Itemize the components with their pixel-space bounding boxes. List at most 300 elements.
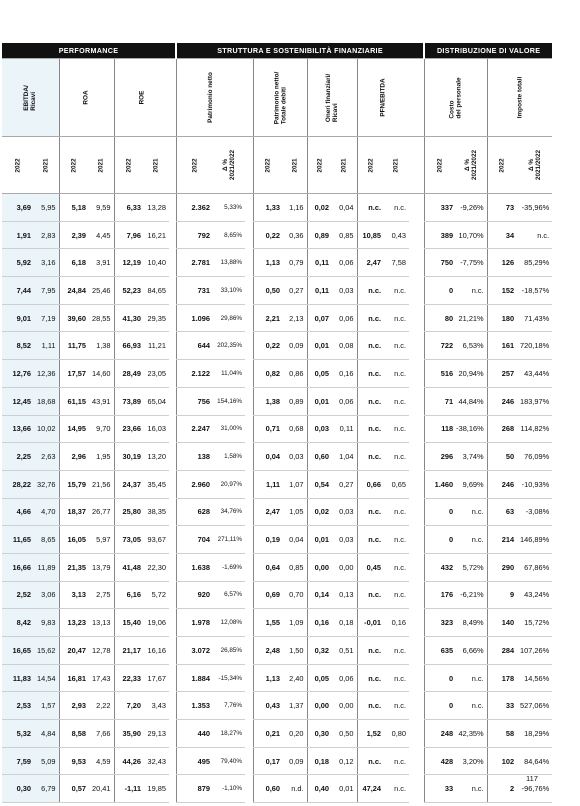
table-cell: 2,83 [34, 221, 59, 249]
year-2021: 2021 [384, 137, 409, 194]
spacer [245, 609, 253, 637]
spacer [409, 59, 424, 137]
table-cell: 20,94% [456, 360, 487, 388]
spacer [409, 137, 424, 194]
table-cell: 14,56% [517, 664, 552, 692]
table-cell: 5,95 [34, 194, 59, 222]
spacer [245, 360, 253, 388]
table-cell: 0,00 [307, 692, 332, 720]
table-row [2, 664, 552, 692]
table-row [2, 415, 552, 443]
table-cell: 1,13 [253, 664, 283, 692]
year-2022: 2022 [176, 137, 213, 194]
table-cell: 7,58 [384, 249, 409, 277]
table-cell: n.c. [384, 747, 409, 775]
table-cell: 0,06 [332, 249, 357, 277]
table-cell: 0,03 [283, 443, 307, 471]
table-cell: 12,76 [2, 360, 34, 388]
table-cell: -0,01 [357, 609, 384, 637]
table-cell: 0,30 [307, 720, 332, 748]
table-cell: 440 [176, 720, 213, 748]
table-cell: 102 [487, 747, 517, 775]
table-cell: 3,74% [456, 443, 487, 471]
table-cell: 7,76% [213, 692, 245, 720]
table-cell: n.c. [384, 415, 409, 443]
spacer [169, 304, 176, 332]
table-cell: 9,69% [456, 470, 487, 498]
table-cell: 84,64% [517, 747, 552, 775]
table-cell: 28,49 [114, 360, 144, 388]
table-cell: 1,11 [34, 332, 59, 360]
table-cell: 0,11 [307, 277, 332, 305]
table-cell: -7,75% [456, 249, 487, 277]
table-cell: 1,11 [253, 470, 283, 498]
table-cell: 71,43% [517, 304, 552, 332]
year-2021: 2021 [89, 137, 114, 194]
spacer [245, 137, 253, 194]
table-cell: 0,04 [283, 526, 307, 554]
table-cell: 32,76 [34, 470, 59, 498]
table-cell: 271,11% [213, 526, 245, 554]
table-cell: 126 [487, 249, 517, 277]
table-cell: 7,96 [114, 221, 144, 249]
spacer [169, 137, 176, 194]
table-cell: 1.884 [176, 664, 213, 692]
table-cell: 0,00 [307, 553, 332, 581]
table-cell: 23,66 [114, 415, 144, 443]
table-cell: 0,89 [283, 387, 307, 415]
table-cell: 202,35% [213, 332, 245, 360]
table-row [2, 332, 552, 360]
table-cell: 0,02 [307, 498, 332, 526]
spacer [169, 387, 176, 415]
table-cell: 1,55 [253, 609, 283, 637]
table-cell: 2.781 [176, 249, 213, 277]
table-cell: 0,80 [384, 720, 409, 748]
table-cell: 1,52 [357, 720, 384, 748]
table-cell: 1,50 [283, 637, 307, 665]
spacer [245, 498, 253, 526]
table-cell: 3,16 [34, 249, 59, 277]
table-cell: 257 [487, 360, 517, 388]
table-cell: 152 [487, 277, 517, 305]
table-cell: 16,16 [144, 637, 169, 665]
table-cell: 4,84 [34, 720, 59, 748]
header-imposte-totali: Imposte totali [487, 59, 552, 137]
spacer [245, 387, 253, 415]
table-cell: 0,54 [307, 470, 332, 498]
table-cell: 35,90 [114, 720, 144, 748]
table-cell: 76,09% [517, 443, 552, 471]
table-cell: 30,19 [114, 443, 144, 471]
spacer [409, 332, 424, 360]
spacer [245, 692, 253, 720]
table-cell: n.c. [357, 637, 384, 665]
table-cell: 7,20 [114, 692, 144, 720]
table-cell: 0,01 [332, 775, 357, 803]
table-cell: 14,95 [59, 415, 89, 443]
table-cell: 28,55 [89, 304, 114, 332]
page-number: 117 [526, 774, 538, 783]
table-cell: 29,13 [144, 720, 169, 748]
spacer [169, 581, 176, 609]
table-cell: 22,30 [144, 553, 169, 581]
spacer [245, 194, 253, 222]
table-cell: n.c. [357, 194, 384, 222]
table-cell: -18,57% [517, 277, 552, 305]
table-cell: -38,16% [456, 415, 487, 443]
table-cell: 0,11 [332, 415, 357, 443]
table-cell: 6,18 [59, 249, 89, 277]
spacer [245, 775, 253, 803]
table-cell: -1,10% [213, 775, 245, 803]
table-cell: 176 [424, 581, 456, 609]
table-cell: 0,04 [253, 443, 283, 471]
table-cell: n.c. [384, 194, 409, 222]
table-cell: 2,47 [357, 249, 384, 277]
table-cell: 7,95 [34, 277, 59, 305]
table-row [2, 553, 552, 581]
section-header-row [2, 43, 552, 59]
year-2022: 2022 [487, 137, 517, 194]
table-cell: 0,13 [332, 581, 357, 609]
table-cell: 0,60 [253, 775, 283, 803]
table-cell: 16,21 [144, 221, 169, 249]
table-cell: 16,05 [59, 526, 89, 554]
table-cell: 5,72% [456, 553, 487, 581]
table-cell: 0,05 [307, 360, 332, 388]
table-cell: 2.122 [176, 360, 213, 388]
table-cell: 19,06 [144, 609, 169, 637]
table-cell: 0,22 [253, 221, 283, 249]
table-cell: 9,59 [89, 194, 114, 222]
table-cell: 73,89 [114, 387, 144, 415]
table-cell: 114,82% [517, 415, 552, 443]
table-cell: 0,27 [283, 277, 307, 305]
table-cell: 0,00 [332, 692, 357, 720]
year-2021: 2021 [283, 137, 307, 194]
table-row [2, 443, 552, 471]
table-cell: 4,66 [2, 498, 34, 526]
table-cell: 12,19 [114, 249, 144, 277]
delta-pct: Δ % 2021/2022 [517, 137, 552, 194]
table-cell: 21,21% [456, 304, 487, 332]
header-ebitda-ricavi: EBITDA/ Ricavi [2, 59, 59, 137]
table-cell: 31,00% [213, 415, 245, 443]
table-cell: 7,59 [2, 747, 34, 775]
table-cell: 16,81 [59, 664, 89, 692]
table-cell: 722 [424, 332, 456, 360]
table-cell: 38,35 [144, 498, 169, 526]
table-cell: 8,42 [2, 609, 34, 637]
table-cell: 750 [424, 249, 456, 277]
table-cell: 15,72% [517, 609, 552, 637]
table-cell: 180 [487, 304, 517, 332]
spacer [245, 415, 253, 443]
table-cell: 28,22 [2, 470, 34, 498]
table-cell: 80 [424, 304, 456, 332]
table-cell: 15,40 [114, 609, 144, 637]
table-cell: 0 [424, 526, 456, 554]
table-cell: n.c. [384, 775, 409, 803]
table-cell: -6,21% [456, 581, 487, 609]
header-roa: ROA [59, 59, 114, 137]
table-cell: 8,58 [59, 720, 89, 748]
spacer [409, 526, 424, 554]
table-cell: 118 [424, 415, 456, 443]
table-cell: 18,37 [59, 498, 89, 526]
table-cell: 33 [424, 775, 456, 803]
table-cell: 79,40% [213, 747, 245, 775]
header-oneri-ricavi: Oneri finanziari/ Ricavi [307, 59, 357, 137]
table-cell: 0,06 [332, 664, 357, 692]
table-cell: 2,22 [89, 692, 114, 720]
table-cell: 792 [176, 221, 213, 249]
delta-pct: Δ % 2021/2022 [456, 137, 487, 194]
table-cell: 9,83 [34, 609, 59, 637]
table-cell: 246 [487, 387, 517, 415]
table-cell: 731 [176, 277, 213, 305]
table-cell: 140 [487, 609, 517, 637]
table-cell: 26,77 [89, 498, 114, 526]
table-row [2, 692, 552, 720]
section-distribuzione: DISTRIBUZIONE DI VALORE [424, 43, 552, 59]
spacer [245, 581, 253, 609]
table-cell: 1.353 [176, 692, 213, 720]
spacer [245, 747, 253, 775]
table-cell: 527,06% [517, 692, 552, 720]
table-cell: n.c. [357, 360, 384, 388]
table-cell: 0,01 [307, 387, 332, 415]
spacer [245, 526, 253, 554]
table-cell: 0,17 [253, 747, 283, 775]
table-cell: 0,64 [253, 553, 283, 581]
table-cell: 0,16 [332, 360, 357, 388]
table-body [2, 194, 552, 803]
table-cell: n.c. [384, 692, 409, 720]
table-cell: 495 [176, 747, 213, 775]
table-cell: 0,51 [332, 637, 357, 665]
table-cell: 16,65 [2, 637, 34, 665]
table-cell: 635 [424, 637, 456, 665]
section-struttura: STRUTTURA E SOSTENIBILITÀ FINANZIARIE [176, 43, 424, 59]
table-cell: 0,01 [307, 526, 332, 554]
table-cell: 3,91 [89, 249, 114, 277]
table-cell: 0,06 [332, 304, 357, 332]
table-cell: 0,20 [283, 720, 307, 748]
spacer [245, 720, 253, 748]
spacer [245, 59, 253, 137]
table-cell: 0,22 [253, 332, 283, 360]
table-cell: 0,03 [332, 498, 357, 526]
table-cell: 6,79 [34, 775, 59, 803]
table-cell: 20,97% [213, 470, 245, 498]
table-cell: 8,49% [456, 609, 487, 637]
table-cell: n.c. [357, 387, 384, 415]
spacer [409, 194, 424, 222]
year-2021: 2021 [34, 137, 59, 194]
table-row [2, 609, 552, 637]
table-cell: 11,75 [59, 332, 89, 360]
table-cell: n.c. [357, 498, 384, 526]
spacer [409, 609, 424, 637]
table-cell: 1,91 [2, 221, 34, 249]
table-cell: 0,86 [283, 360, 307, 388]
table-cell: 2,53 [2, 692, 34, 720]
table-cell: 5,97 [89, 526, 114, 554]
year-2022: 2022 [424, 137, 456, 194]
table-cell: 0,40 [307, 775, 332, 803]
table-cell: 29,86% [213, 304, 245, 332]
year-header-row [2, 137, 552, 194]
table-cell: 63 [487, 498, 517, 526]
table-cell: 2,93 [59, 692, 89, 720]
table-row [2, 304, 552, 332]
table-cell: 0,57 [59, 775, 89, 803]
table-cell: 3,06 [34, 581, 59, 609]
table-cell: 11,65 [2, 526, 34, 554]
table-cell: 4,59 [89, 747, 114, 775]
table-cell: n.c. [456, 526, 487, 554]
table-cell: 2,40 [283, 664, 307, 692]
table-cell: 1,16 [283, 194, 307, 222]
table-cell: 85,29% [517, 249, 552, 277]
table-cell: 8,52 [2, 332, 34, 360]
spacer [169, 553, 176, 581]
year-2022: 2022 [59, 137, 89, 194]
table-cell: 2,96 [59, 443, 89, 471]
table-row [2, 498, 552, 526]
table-cell: 7,19 [34, 304, 59, 332]
table-cell: 6,16 [114, 581, 144, 609]
table-cell: 2,39 [59, 221, 89, 249]
year-2022: 2022 [307, 137, 332, 194]
spacer [245, 553, 253, 581]
table-cell: 12,78 [89, 637, 114, 665]
spacer [169, 775, 176, 803]
table-cell: n.c. [384, 387, 409, 415]
table-cell: 67,86% [517, 553, 552, 581]
table-row [2, 387, 552, 415]
spacer [409, 553, 424, 581]
spacer [169, 332, 176, 360]
spacer [245, 221, 253, 249]
spacer [169, 526, 176, 554]
table-cell: 9 [487, 581, 517, 609]
table-cell: 5,72 [144, 581, 169, 609]
header-pfn-ebitda: PFN/EBITDA [357, 59, 409, 137]
header-costo-personale: Costo del personale [424, 59, 487, 137]
spacer [169, 664, 176, 692]
table-cell: 879 [176, 775, 213, 803]
table-cell: 34,76% [213, 498, 245, 526]
table-cell: 2,63 [34, 443, 59, 471]
table-cell: 0,04 [332, 194, 357, 222]
spacer [245, 332, 253, 360]
table-cell: n.c. [357, 664, 384, 692]
spacer [169, 443, 176, 471]
section-performance: PERFORMANCE [2, 43, 176, 59]
table-cell: n.c. [384, 304, 409, 332]
table-cell: n.c. [456, 692, 487, 720]
table-cell: 25,80 [114, 498, 144, 526]
table-cell: 10,85 [357, 221, 384, 249]
table-row [2, 360, 552, 388]
table-cell: 8,65 [34, 526, 59, 554]
table-cell: 11,83 [2, 664, 34, 692]
spacer [169, 360, 176, 388]
spacer [409, 277, 424, 305]
table-cell: 13,13 [89, 609, 114, 637]
table-cell: 71 [424, 387, 456, 415]
table-cell: 18,68 [34, 387, 59, 415]
table-cell: 44,84% [456, 387, 487, 415]
spacer [409, 720, 424, 748]
spacer [169, 249, 176, 277]
year-2021: 2021 [332, 137, 357, 194]
table-row [2, 194, 552, 222]
table-cell: 25,46 [89, 277, 114, 305]
table-cell: 0,08 [332, 332, 357, 360]
table-cell: 4,70 [34, 498, 59, 526]
table-cell: 17,43 [89, 664, 114, 692]
table-cell: 0,89 [307, 221, 332, 249]
table-cell: 268 [487, 415, 517, 443]
table-cell: 178 [487, 664, 517, 692]
table-cell: 1,38 [89, 332, 114, 360]
table-cell: 146,89% [517, 526, 552, 554]
table-cell: 0 [424, 664, 456, 692]
table-cell: 628 [176, 498, 213, 526]
table-cell: 84,65 [144, 277, 169, 305]
year-2021: 2021 [144, 137, 169, 194]
table-cell: -3,08% [517, 498, 552, 526]
table-cell: 47,24 [357, 775, 384, 803]
table-cell: 5,32 [2, 720, 34, 748]
table-cell: 14,60 [89, 360, 114, 388]
table-cell: 44,26 [114, 747, 144, 775]
table-cell: 0,50 [253, 277, 283, 305]
table-cell: 1,33 [253, 194, 283, 222]
table-cell: 93,67 [144, 526, 169, 554]
table-cell: 3,20% [456, 747, 487, 775]
table-cell: 6,53% [456, 332, 487, 360]
spacer [409, 747, 424, 775]
table-row [2, 747, 552, 775]
table-cell: 0,45 [357, 553, 384, 581]
table-cell: 18,29% [517, 720, 552, 748]
year-2022: 2022 [2, 137, 34, 194]
spacer [245, 277, 253, 305]
table-row [2, 249, 552, 277]
table-cell: 73 [487, 194, 517, 222]
spacer [409, 443, 424, 471]
table-cell: 720,18% [517, 332, 552, 360]
table-cell: 3,43 [144, 692, 169, 720]
table-cell: 26,85% [213, 637, 245, 665]
table-cell: n.c. [384, 498, 409, 526]
table-row [2, 581, 552, 609]
table-cell: 0,30 [2, 775, 34, 803]
table-cell: 0,65 [384, 470, 409, 498]
table-cell: -35,96% [517, 194, 552, 222]
spacer [409, 498, 424, 526]
table-cell: 3,69 [2, 194, 34, 222]
table-cell: 33 [487, 692, 517, 720]
spacer [169, 194, 176, 222]
table-cell: 8,65% [213, 221, 245, 249]
table-cell: 0,32 [307, 637, 332, 665]
